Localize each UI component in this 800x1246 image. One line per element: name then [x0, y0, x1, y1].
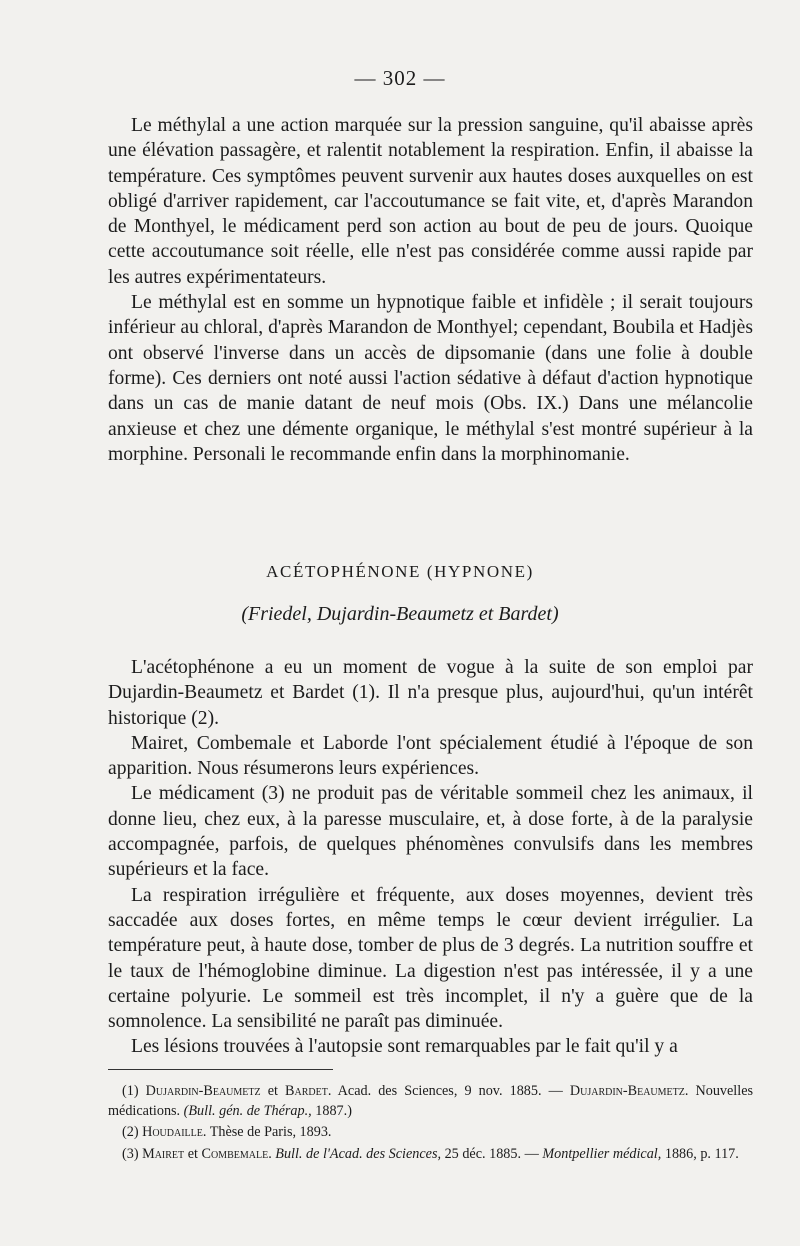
footnote-text: et [187, 1145, 198, 1162]
paragraph: Les lésions trouvées à l'autopsie sont remarquables par le fait qu'il y a [131, 1036, 678, 1058]
footnote-number: (2) [122, 1124, 139, 1141]
footnote-number: (1) [122, 1083, 139, 1099]
paragraph: Le médicament (3) ne produit pas de véritable sommeil chez les animaux, il donne lieu, chez eux, à la paresse musculaire, et, à dose forte, à de la paralysie accompagnée, parfois, de quelques phénomènes convulsifs dans les membres supérieurs et la face. [108, 783, 753, 881]
footnote-journal: Montpellier médical, [542, 1145, 662, 1162]
footnote-1 [108, 1082, 753, 1121]
footnote-text: . [268, 1145, 272, 1162]
footnote-text: . Acad. des Sciences, 9 nov. 1885. — [327, 1083, 563, 1099]
footnote-author: Dujardin-Beaumetz [145, 1083, 261, 1099]
footnotes [108, 1082, 753, 1166]
footnote-author: Houdaille [142, 1124, 203, 1141]
footnote-text: et [267, 1083, 278, 1099]
footnote-text: . Thèse de Paris, 1893. [202, 1124, 332, 1141]
footnote-journal: Bull. de l'Acad. des Sciences, [275, 1145, 442, 1162]
footnote-number: (3) [122, 1145, 139, 1162]
footnote-text: 25 déc. 1885. — [444, 1145, 539, 1162]
main-text-block-1 [108, 113, 753, 467]
paragraph: Le méthylal est en somme un hypnotique faible et infidèle ; il serait toujours inférieur au chloral, d'après Marandon de Monthyel; cependant, Boubila et Hadjès ont observé l'inverse dans un accès de dipsomanie (dans une folie à double forme). Ces derniers ont noté aussi l'action sédative à défaut d'action hypnotique dans un cas de manie datant de neuf mois (Obs. IX.) Dans une mélancolie anxieuse et chez une démente organique, le méthylal s'est montré supérieur à la morphine. Personali le recommande enfin dans la morphinomanie. [108, 292, 753, 465]
footnote-author: Mairet [142, 1145, 185, 1162]
page-number: — 302 — [354, 66, 446, 90]
footnote-3 [108, 1145, 753, 1165]
paragraph: Le méthylal a une action marquée sur la pression sanguine, qu'il abaisse après une élévation passagère, et ralentit notablement la respiration. Enfin, il abaisse la température. Ces symptômes peuvent survenir aux hautes doses auxquelles on est obligé d'arriver rapidement, car l'accoutumance se fait vite, et, d'après Marandon de Monthyel, le médicament perd son action au bout de peu de jours. Quoique cette accoutumance soit réelle, elle n'est pas considérée comme aussi rapide par les autres expérimentateurs. [108, 115, 753, 288]
footnote-2 [108, 1123, 753, 1143]
main-text-block-2 [108, 655, 753, 1060]
footnote-text: 1886, p. 117. [664, 1145, 739, 1162]
footnote-author: Dujardin-Beaumetz [569, 1083, 685, 1099]
paragraph: Mairet, Combemale et Laborde l'ont spécialement étudié à l'époque de son apparition. Nous résumerons leurs expériences. [108, 732, 753, 780]
footnote-author: Combemale [201, 1145, 269, 1162]
footnote-text: . Nouvelles médications. [108, 1083, 754, 1119]
section-title: ACÉTOPHÉNONE (HYPNONE) [266, 562, 534, 581]
footnote-text: 1887.) [315, 1102, 352, 1119]
paragraph: La respiration irrégulière et fréquente, aux doses moyennes, devient très saccadée aux doses fortes, en même temps le cœur devient irrégulier. La température peut, à haute dose, tomber de plus de 3 degrés. La nutrition souffre et le taux de l'hémoglobine diminue. La digestion n'est pas intéressée, il y a une certaine polyurie. Le sommeil est très incomplet, il n'y a guère que de la somnolence. La sensibilité ne paraît pas diminuée. [108, 884, 753, 1033]
paragraph: L'acétophénone a eu un moment de vogue à la suite de son emploi par Dujardin-Beaumetz et Bardet (1). Il n'a presque plus, aujourd'hui, qu'un intérêt historique (2). [108, 657, 753, 729]
footnote-divider [108, 1069, 333, 1070]
footnote-journal: (Bull. gén. de Thérap., [183, 1102, 312, 1119]
footnote-author: Bardet [285, 1083, 328, 1099]
section-subtitle: (Friedel, Dujardin-Beaumetz et Bardet) [241, 603, 559, 625]
